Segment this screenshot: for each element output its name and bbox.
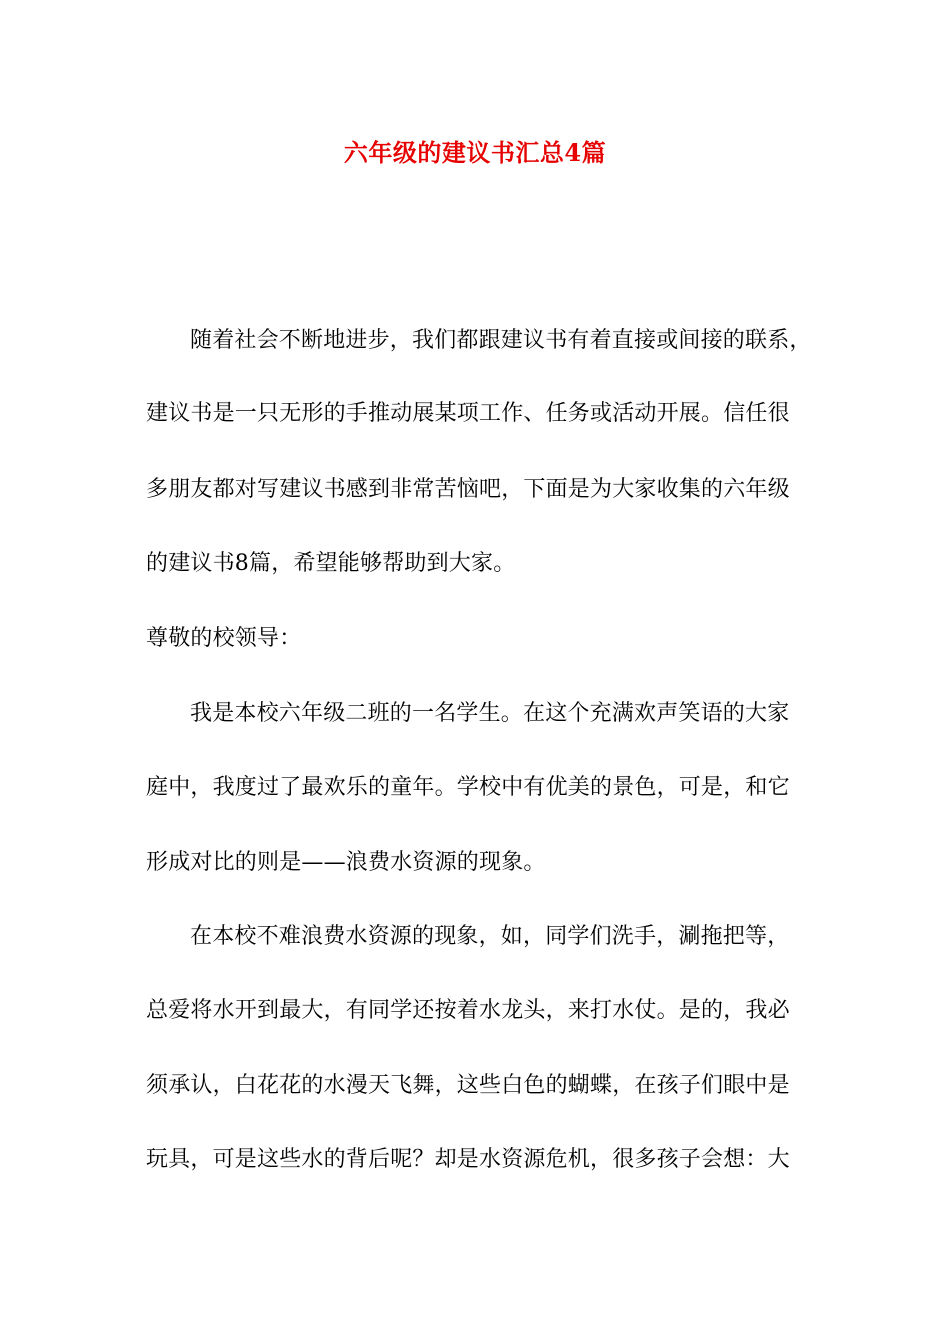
document-title: 六年级的建议书汇总4篇 [343,138,607,167]
body-line: 随着社会不断地进步，我们都跟建议书有着直接或间接的联系， [190,328,812,353]
body-line: 须承认，白花花的水漫天飞舞，这些白色的蝴蝶，在孩子们眼中是 [146,1073,790,1098]
body-line: 在本校不难浪费水资源的现象，如，同学们洗手，涮拖把等， [190,924,790,949]
body-line: 庭中，我度过了最欢乐的童年。学校中有优美的景色，可是，和它 [146,775,790,800]
body-line: 建议书是一只无形的手推动展某项工作、任务或活动开展。信任很 [146,401,790,426]
body-line: 多朋友都对写建议书感到非常苦恼吧，下面是为大家收集的六年级 [146,477,790,502]
body-line: 总爱将水开到最大，有同学还按着水龙头，来打水仗。是的，我必 [146,998,790,1023]
body-line: 形成对比的则是——浪费水资源的现象。 [146,850,546,875]
body-line: 的建议书8篇，希望能够帮助到大家。 [146,551,516,576]
body-line: 玩具，可是这些水的背后呢？却是水资源危机，很多孩子会想：大 [146,1147,790,1172]
salutation: 尊敬的校领导： [146,626,302,651]
body-line: 我是本校六年级二班的一名学生。在这个充满欢声笑语的大家 [190,701,790,726]
